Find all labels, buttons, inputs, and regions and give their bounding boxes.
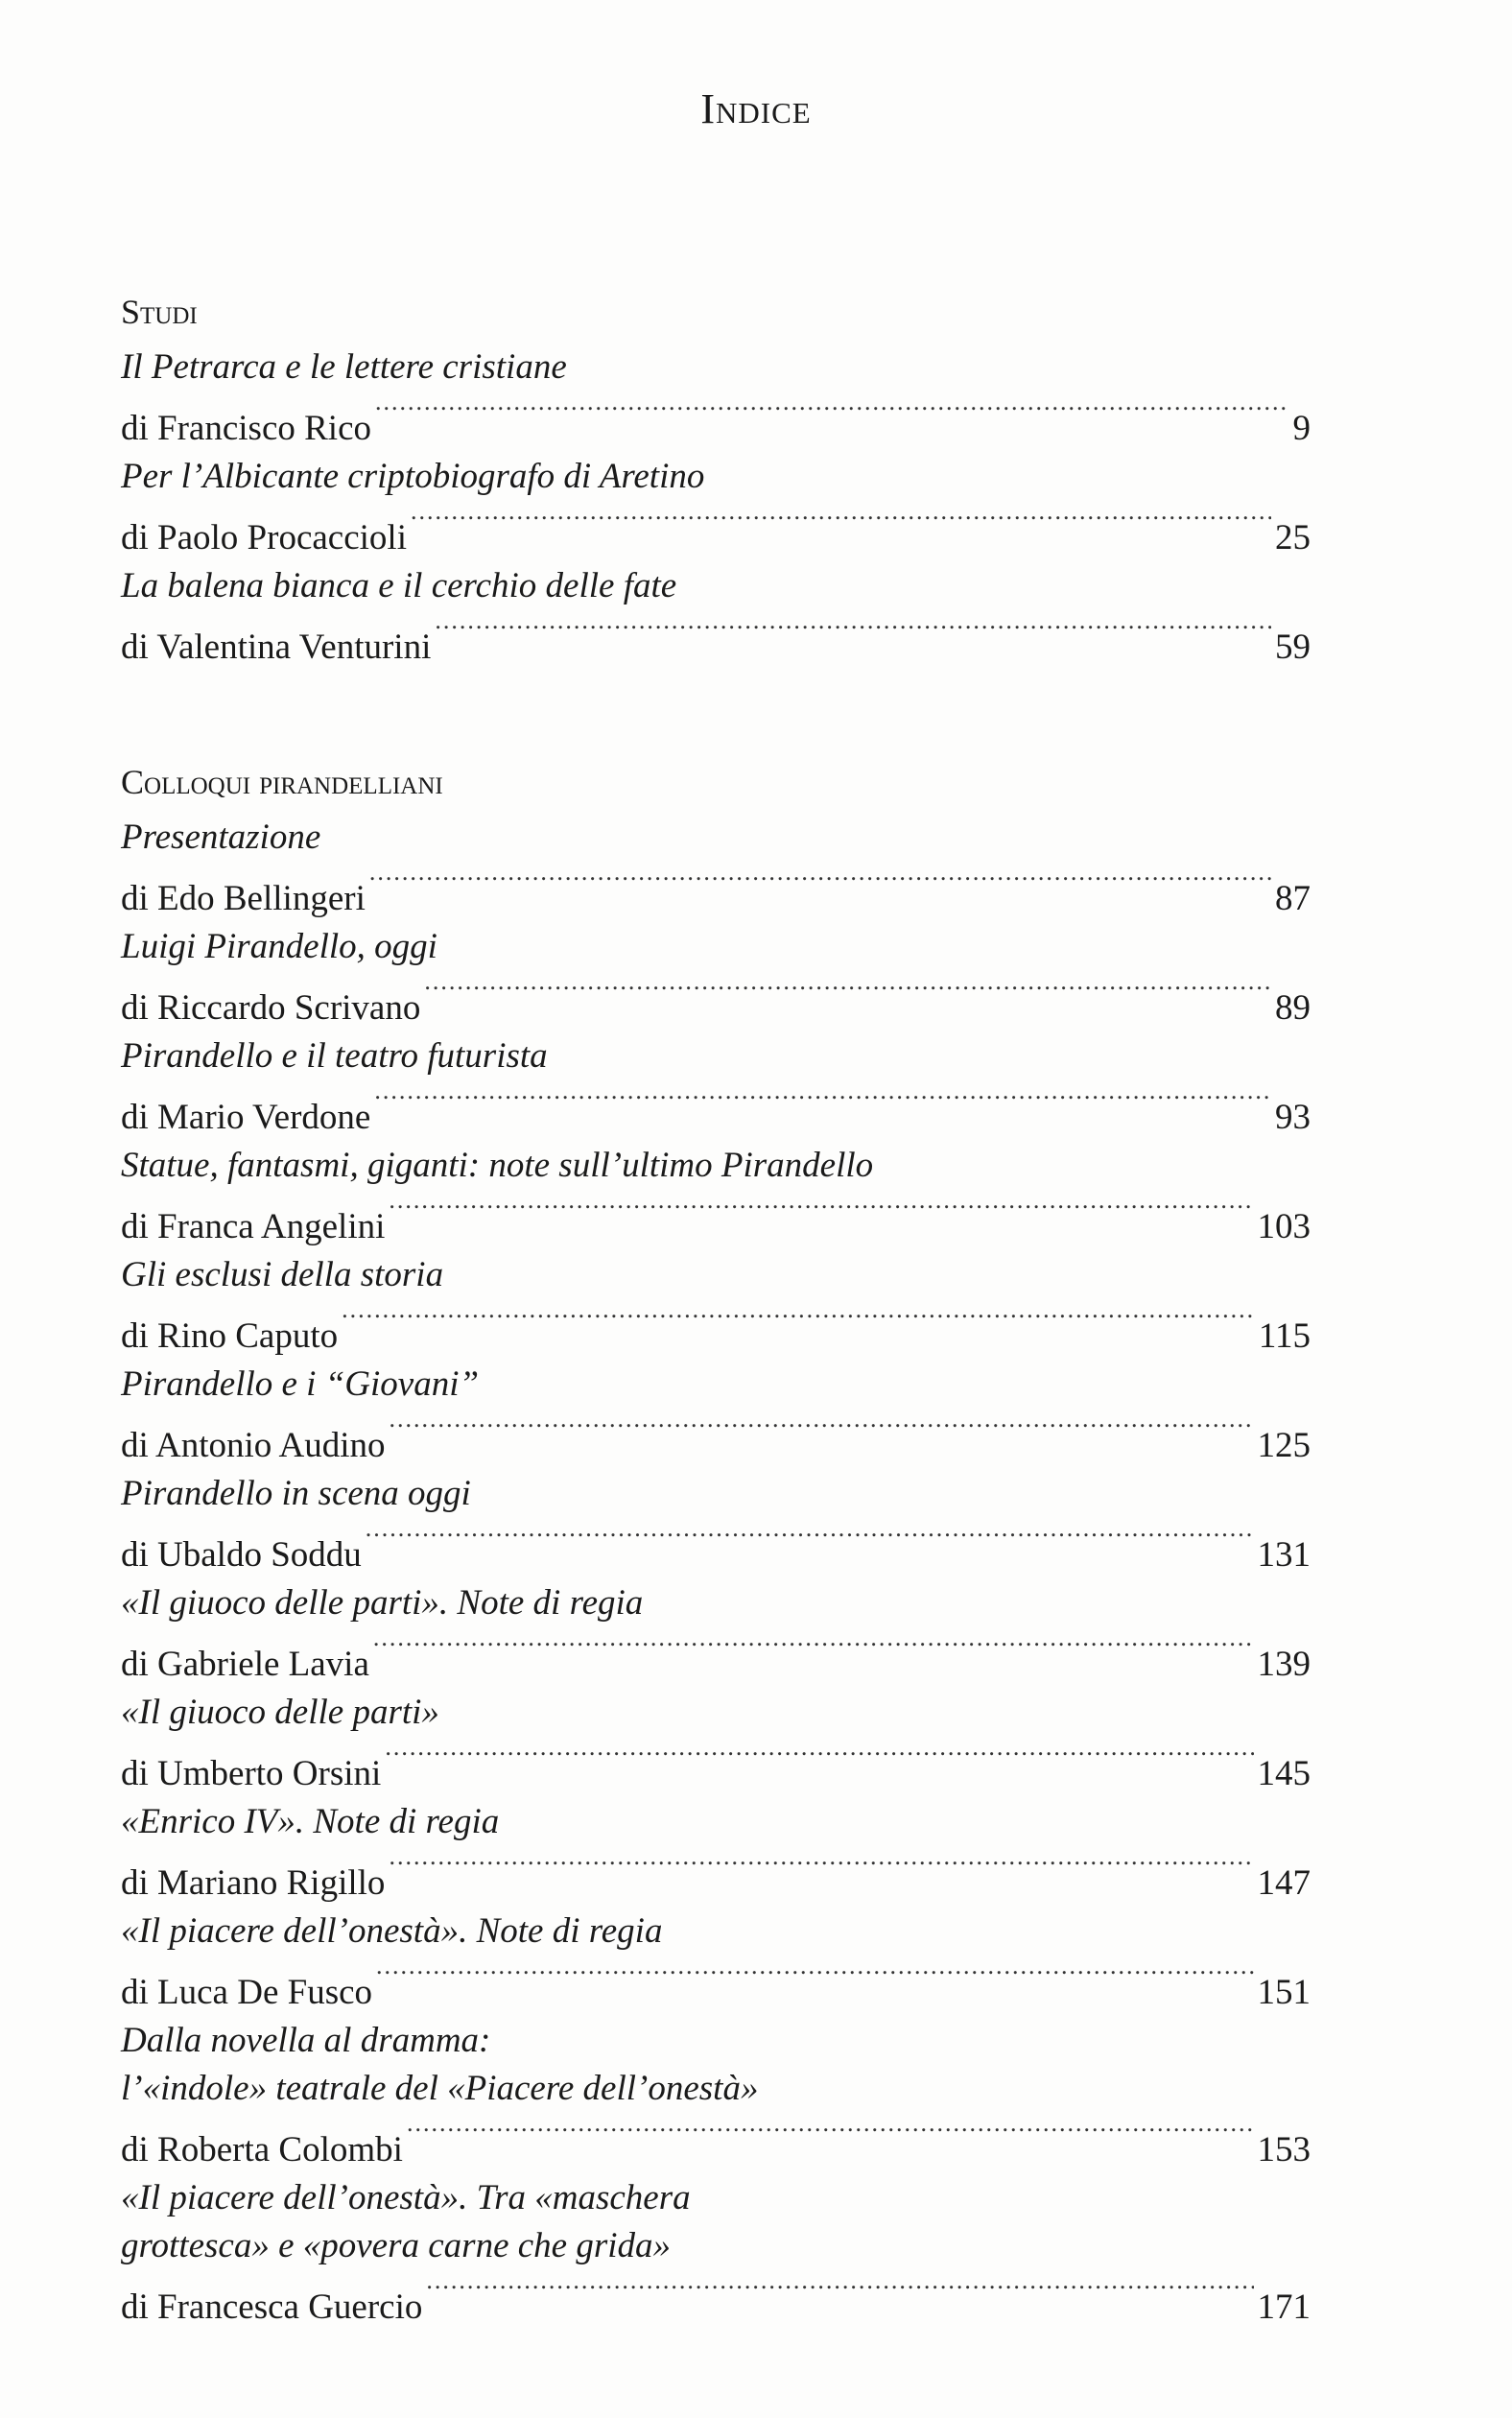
entry-title: Statue, fantasmi, giganti: note sull’ultimo Pirandello (121, 1146, 874, 1185)
entry-page-number: 153 (1257, 2130, 1311, 2169)
entry-author-line (121, 391, 1311, 453)
dot-leader (373, 1627, 1254, 1675)
entry-author: di Ubaldo Soddu (121, 1535, 362, 1575)
entry-page-number: 89 (1275, 988, 1311, 1028)
entry-author: di Rino Caputo (121, 1316, 339, 1356)
dot-leader (424, 971, 1271, 1019)
entry-author-line (121, 610, 1311, 672)
entry-author: di Franca Angelini (121, 1207, 386, 1246)
entry-page-number: 9 (1292, 409, 1311, 448)
entry-author-line (121, 1956, 1311, 2017)
entry-author: di Luca De Fusco (121, 1973, 373, 2012)
entry-page-number: 103 (1257, 1207, 1311, 1246)
entry-page-number: 139 (1257, 1645, 1311, 1684)
entry-page-number: 87 (1275, 879, 1311, 918)
entry-author: di Antonio Audino (121, 1426, 386, 1465)
entry-author: di Roberta Colombi (121, 2130, 403, 2169)
entry-author-line (121, 2270, 1311, 2332)
entry-page-number: 125 (1257, 1426, 1311, 1465)
dot-leader (435, 610, 1271, 658)
entry-title: l’«indole» teatrale del «Piacere dell’onestà» (121, 2069, 759, 2108)
toc-entry[interactable] (121, 814, 1311, 923)
dot-leader (376, 1956, 1253, 2003)
entry-page-number: 93 (1275, 1098, 1311, 1137)
entry-author: di Francisco Rico (121, 409, 372, 448)
toc-section (121, 758, 1311, 2332)
dot-leader (389, 1846, 1253, 1894)
entry-page-number: 171 (1257, 2288, 1311, 2327)
toc-entry[interactable] (121, 923, 1311, 1032)
entry-title: Luigi Pirandello, oggi (121, 927, 437, 966)
entry-page-number: 131 (1257, 1535, 1311, 1575)
toc-entry[interactable] (121, 453, 1311, 562)
entry-page-number: 151 (1257, 1973, 1311, 2012)
entry-title: La balena bianca e il cerchio delle fate (121, 566, 677, 605)
entry-author-line (121, 2113, 1311, 2174)
entry-author-line (121, 862, 1311, 923)
dot-leader (389, 1190, 1253, 1238)
entry-author-line (121, 501, 1311, 562)
toc-entry[interactable] (121, 344, 1311, 453)
entry-page-number: 59 (1275, 628, 1311, 667)
entry-page-number: 147 (1257, 1863, 1311, 1903)
entry-author: di Gabriele Lavia (121, 1645, 369, 1684)
entry-title: «Il piacere dell’onestà». Note di regia (121, 1911, 663, 1951)
toc-section (121, 288, 1311, 672)
toc-entry[interactable] (121, 1251, 1311, 1361)
entry-page-number: 25 (1275, 518, 1311, 557)
entry-author: di Paolo Procaccioli (121, 518, 407, 557)
entry-page-number: 145 (1257, 1754, 1311, 1793)
dot-leader (375, 391, 1288, 439)
dot-leader (342, 1299, 1255, 1347)
entry-title: Per l’Albicante criptobiografo di Aretino (121, 457, 705, 496)
toc-entry[interactable] (121, 1689, 1311, 1798)
entry-author: di Edo Bellingeri (121, 879, 366, 918)
entry-title: Pirandello in scena oggi (121, 1474, 471, 1513)
dot-leader (407, 2113, 1254, 2161)
section-heading: Studi (121, 293, 198, 331)
entry-author-line (121, 1627, 1311, 1689)
entry-title: grottesca» e «povera carne che grida» (121, 2226, 672, 2265)
entry-author: di Umberto Orsini (121, 1754, 382, 1793)
dot-leader (366, 1518, 1254, 1566)
toc-entry[interactable] (121, 1032, 1311, 1142)
section-heading: Colloqui pirandelliani (121, 763, 443, 801)
entry-page-number: 115 (1258, 1316, 1311, 1356)
entry-author-line (121, 1299, 1311, 1361)
entry-author-line (121, 1518, 1311, 1579)
dot-leader (369, 862, 1271, 910)
toc-entry[interactable] (121, 1361, 1311, 1470)
entry-author-line (121, 1409, 1311, 1470)
entry-title: «Il giuoco delle parti» (121, 1693, 439, 1732)
entry-author: di Riccardo Scrivano (121, 988, 421, 1028)
toc-entry[interactable] (121, 1908, 1311, 2017)
entry-author-line (121, 1737, 1311, 1798)
entry-title: «Enrico IV». Note di regia (121, 1802, 500, 1841)
toc-entry[interactable] (121, 1579, 1311, 1689)
entry-author: di Mariano Rigillo (121, 1863, 386, 1903)
dot-leader (385, 1737, 1253, 1785)
table-of-contents (121, 288, 1311, 2418)
page-title: Indice (700, 85, 812, 132)
entry-author-line (121, 1080, 1311, 1142)
toc-entry[interactable] (121, 2017, 1311, 2174)
entry-author-line (121, 1190, 1311, 1251)
entry-title: «Il giuoco delle parti». Note di regia (121, 1583, 644, 1623)
entry-title: Pirandello e il teatro futurista (121, 1036, 548, 1076)
entry-title: «Il piacere dell’onestà». Tra «maschera (121, 2178, 691, 2217)
entry-title: Dalla novella al dramma: (121, 2021, 491, 2060)
dot-leader (389, 1409, 1253, 1457)
toc-entry[interactable] (121, 1470, 1311, 1579)
toc-entry[interactable] (121, 2174, 1311, 2332)
toc-entry[interactable] (121, 1142, 1311, 1251)
entry-author: di Mario Verdone (121, 1098, 371, 1137)
entry-title: Pirandello e i “Giovani” (121, 1364, 480, 1404)
entry-author-line (121, 1846, 1311, 1908)
dot-leader (411, 501, 1271, 549)
entry-author-line (121, 971, 1311, 1032)
toc-entry[interactable] (121, 562, 1311, 672)
entry-title: Il Petrarca e le lettere cristiane (121, 347, 567, 387)
entry-title: Gli esclusi della storia (121, 1255, 444, 1294)
dot-leader (374, 1080, 1271, 1128)
entry-author: di Valentina Venturini (121, 628, 432, 667)
entry-title: Presentazione (121, 818, 321, 857)
entry-author: di Francesca Guercio (121, 2288, 423, 2327)
dot-leader (426, 2270, 1253, 2318)
toc-entry[interactable] (121, 1798, 1311, 1908)
